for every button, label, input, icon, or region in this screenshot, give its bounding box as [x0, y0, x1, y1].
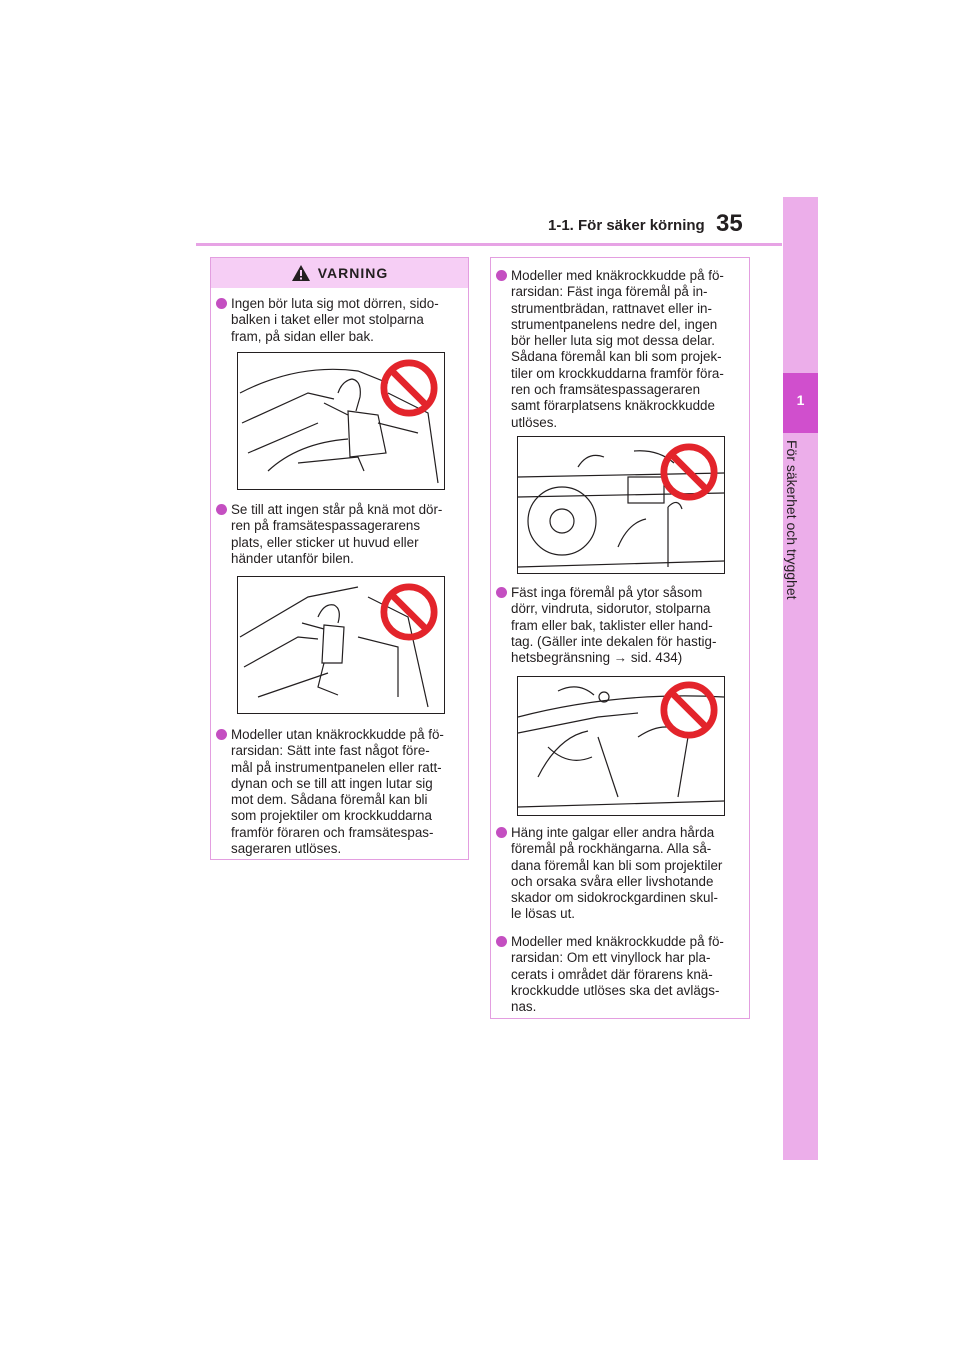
bullet-icon: [216, 298, 227, 309]
list-item: [216, 727, 466, 857]
bullet-icon: [496, 270, 507, 281]
item-text: Modeller utan knäkrockkudde på fö- rarsidan: Sätt inte fast något före- mål på instrumentpanelen eller ratt- dynan och se till att ingen lutar sig mot dem. Sådana föremål kan bli som projektiler om krockkuddarna framför föraren och framsätespas- sageraren utlöses.: [231, 727, 444, 857]
chapter-side-tab: [783, 197, 818, 1160]
bullet-icon: [216, 504, 227, 515]
item-text: Häng inte galgar eller andra hårda föremål på rockhängarna. Alla så- dana föremål kan bli som projektiler och orsaka svåra eller livshotande skador om sidokrockgardinen skul- le lösas ut.: [511, 825, 723, 922]
item-text: Modeller med knäkrockkudde på fö- rarsidan: Fäst inga föremål på in- strumentbrädan, rattnavet eller in- strumentpanelens nedre del, ingen bör heller luta sig mot dessa delar. Sådana föremål kan bli som projek- tiler om krockkuddarna framför föra- ren och framsätespassageraren samt förarplatsens knäkrockkudde utlöses.: [511, 268, 724, 430]
warning-box-left: [210, 257, 469, 860]
illustration-interior-surfaces: [517, 676, 725, 816]
list-item: [216, 502, 466, 567]
chapter-number: 1: [796, 392, 805, 408]
list-item: [496, 268, 748, 431]
prohibition-icon: [380, 359, 438, 417]
prohibition-icon: [380, 583, 438, 641]
chapter-title: För säkerhet och trygghet: [784, 440, 800, 600]
list-item: [496, 934, 748, 1015]
section-title: 1-1. För säker körning: [548, 217, 705, 234]
illustration-leaning-on-door: [237, 352, 445, 490]
list-item: [496, 825, 748, 923]
bullet-icon: [496, 936, 507, 947]
item-text: Fäst inga föremål på ytor såsom dörr, vindruta, sidorutor, stolparna fram eller bak, taklister eller hand- tag. (Gäller inte dekalen för hastig- hetsbegränsning → sid. 434): [511, 585, 717, 666]
item-text: Modeller med knäkrockkudde på fö- rarsidan: Om ett vinyllock har pla- cerats i området där förarens knä- krockkudde utlöses ska det avlägs- nas.: [511, 934, 724, 1015]
item-text: Se till att ingen står på knä mot dör- ren på framsätespassagerarens plats, eller sticker ut huvud eller händer utanför bilen.: [231, 502, 443, 566]
illustration-kneeling-on-seat: [237, 576, 445, 714]
header-rule: [196, 243, 782, 246]
item-text: Ingen bör luta sig mot dörren, sido- balken i taket eller mot stolparna fram, på sidan eller bak.: [231, 296, 439, 344]
bullet-icon: [496, 587, 507, 598]
bullet-icon: [216, 729, 227, 740]
warning-label: VARNING: [317, 265, 389, 281]
prohibition-icon: [660, 443, 718, 501]
bullet-icon: [496, 827, 507, 838]
warning-header: [211, 258, 468, 288]
warning-triangle-icon: [291, 264, 311, 282]
warning-box-right: [490, 257, 750, 1019]
illustration-dashboard-objects: [517, 436, 725, 574]
page-number: 35: [716, 210, 743, 237]
list-item: [216, 296, 466, 345]
list-item: [496, 585, 748, 666]
prohibition-icon: [660, 681, 718, 739]
